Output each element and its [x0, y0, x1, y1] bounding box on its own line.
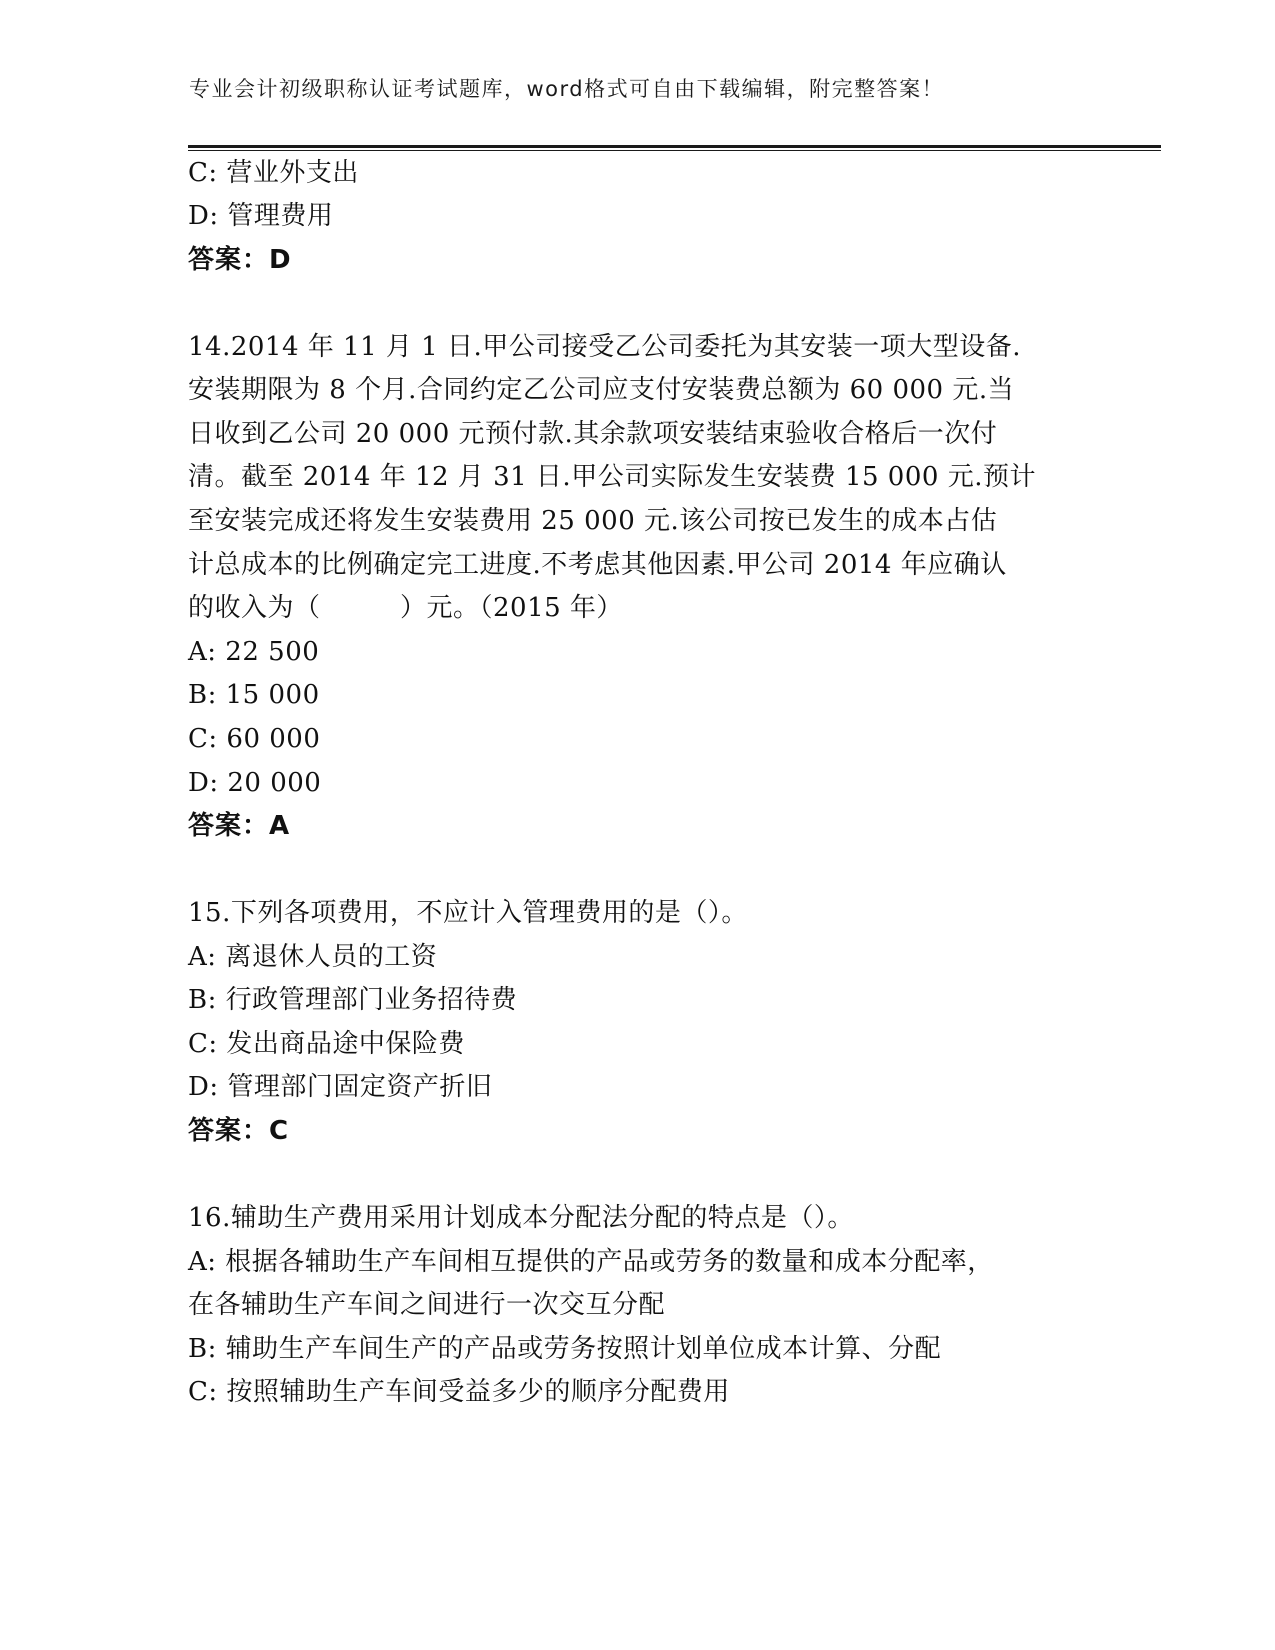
- q13-option-c: C: 营业外支出: [188, 158, 359, 188]
- page-header: 专业会计初级职称认证考试题库，word格式可自由下载编辑，附完整答案！: [189, 77, 945, 101]
- q16-option-b: B: 辅助生产车间生产的产品或劳务按照计划单位成本计算、分配: [188, 1334, 942, 1364]
- q14-option-d: D: 20 000: [188, 768, 322, 798]
- q14-stem-line-1: 14.2014 年 11 月 1 日.甲公司接受乙公司委托为其安装一项大型设备.: [188, 332, 1021, 362]
- q16-option-a-line-1: A: 根据各辅助生产车间相互提供的产品或劳务的数量和成本分配率，: [188, 1247, 994, 1277]
- q14-stem-line-4: 清。截至 2014 年 12 月 31 日.甲公司实际发生安装费 15 000 元.预计: [188, 462, 1036, 492]
- q14-stem-line-6: 计总成本的比例确定完工进度.不考虑其他因素.甲公司 2014 年应确认: [188, 550, 1007, 580]
- q13-option-d: D: 管理费用: [188, 201, 334, 231]
- q14-stem-line-2: 安装期限为 8 个月.合同约定乙公司应支付安装费总额为 60 000 元.当: [188, 375, 1015, 405]
- q16-stem: 16.辅助生产费用采用计划成本分配法分配的特点是（）。: [188, 1203, 854, 1233]
- q14-stem-line-5: 至安装完成还将发生安装费用 25 000 元.该公司按已发生的成本占估: [188, 506, 998, 536]
- q14-option-b: B: 15 000: [188, 680, 320, 710]
- q14-stem-line-7: 的收入为（ ）元。（2015 年）: [188, 593, 623, 623]
- q14-option-c: C: 60 000: [188, 724, 321, 754]
- q13-answer: 答案：D: [188, 245, 292, 275]
- q14-answer: 答案：A: [188, 811, 291, 841]
- q15-option-c: C: 发出商品途中保险费: [188, 1029, 465, 1059]
- q16-option-c: C: 按照辅助生产车间受益多少的顺序分配费用: [188, 1377, 730, 1407]
- q15-option-b: B: 行政管理部门业务招待费: [188, 985, 518, 1015]
- header-divider-thick: [188, 145, 1161, 148]
- q15-answer: 答案：C: [188, 1116, 290, 1146]
- q15-option-d: D: 管理部门固定资产折旧: [188, 1072, 493, 1102]
- q15-stem: 15.下列各项费用，不应计入管理费用的是（）。: [188, 898, 748, 928]
- q15-option-a: A: 离退休人员的工资: [188, 942, 438, 972]
- q16-option-a-line-2: 在各辅助生产车间之间进行一次交互分配: [188, 1290, 666, 1320]
- q14-option-a: A: 22 500: [188, 637, 320, 667]
- q14-stem-line-3: 日收到乙公司 20 000 元预付款.其余款项安装结束验收合格后一次付: [188, 419, 998, 449]
